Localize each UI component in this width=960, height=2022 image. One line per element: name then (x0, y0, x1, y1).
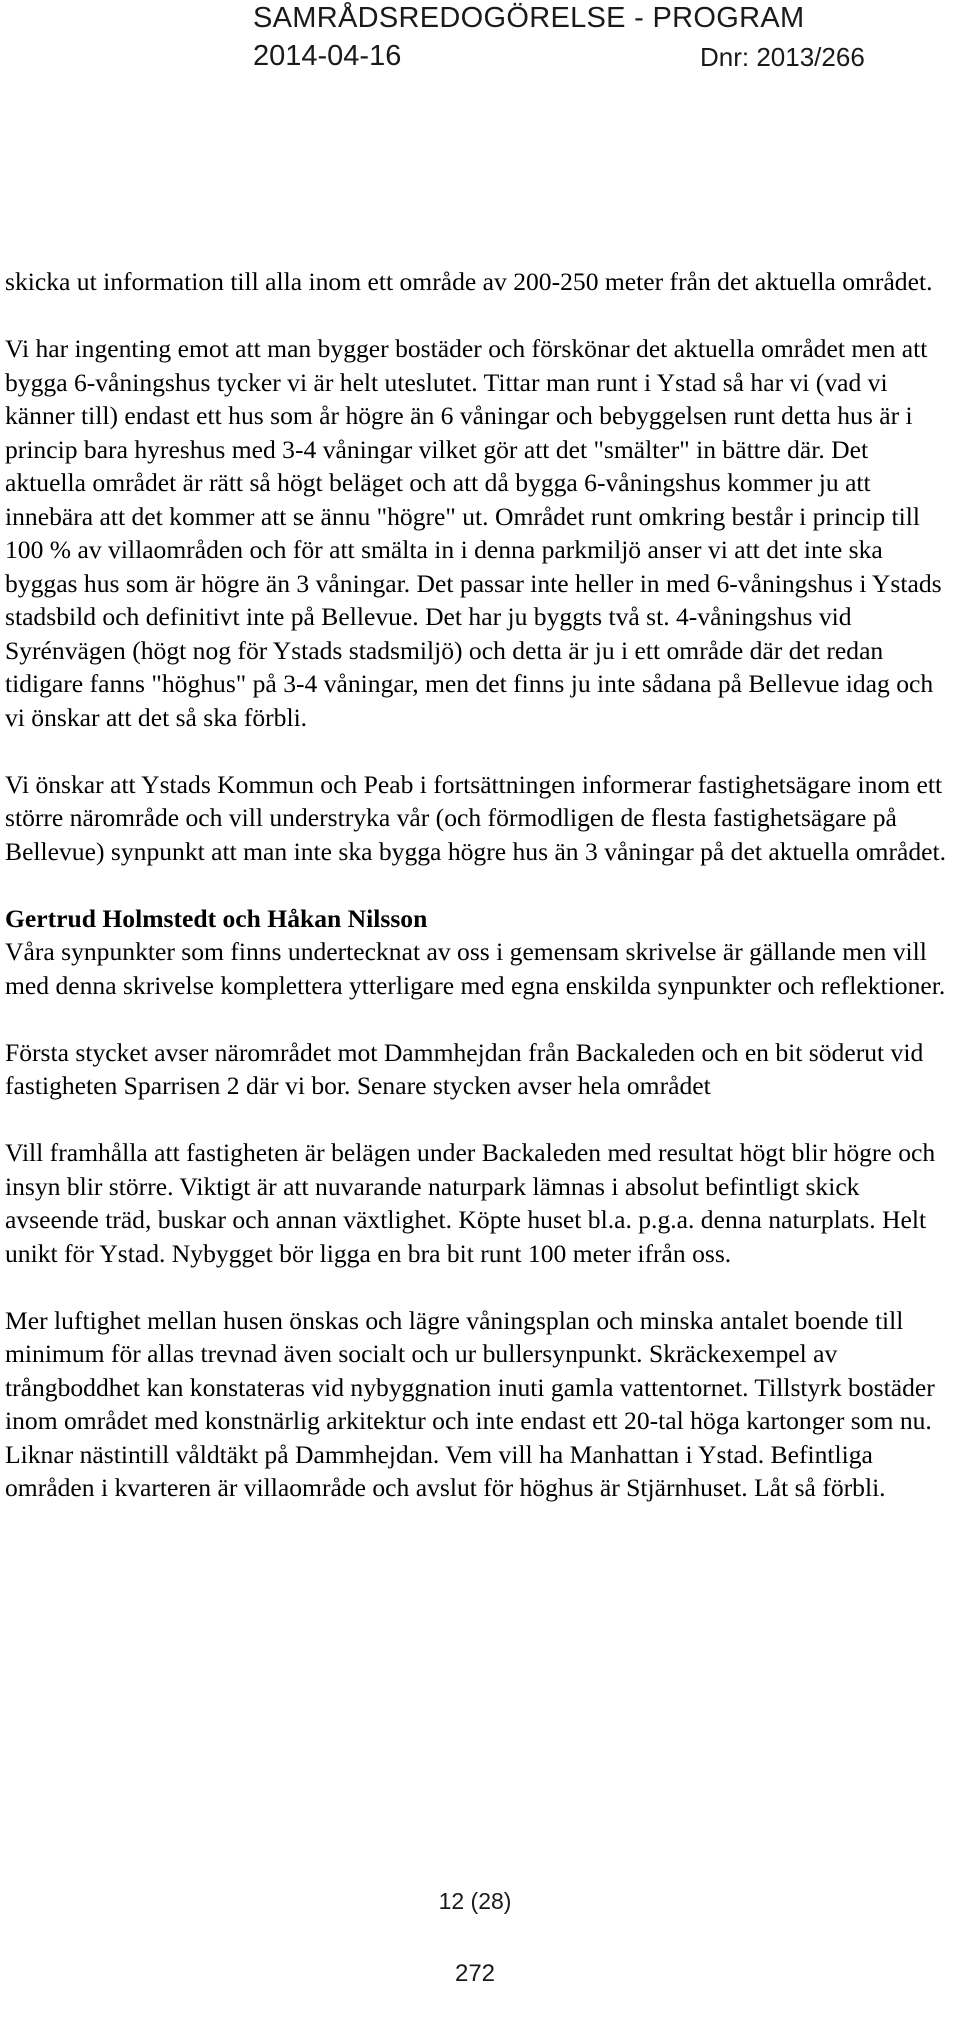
paragraph-5: Första stycket avser närområdet mot Dammhejdan från Backaleden och en bit söderut vid fastigheten Sparrisen 2 där vi bor. Senare stycken avser hela området (5, 1037, 924, 1100)
document-title: SAMRÅDSREDOGÖRELSE - PROGRAM (253, 2, 805, 34)
document-body (5, 265, 955, 1505)
page-number: 12 (28) (438, 1888, 512, 1914)
paragraph-3: Vi önskar att Ystads Kommun och Peab i fortsättningen informerar fastighetsägare inom ett större närområde och vill understryka vår (och förmodligen de flesta fastighetsägare på Bellevue) synpunkt att man inte ska bygga högre hus än 3 våningar på det aktuella området. (5, 769, 947, 866)
document-reference-number: Dnr: 2013/266 (700, 42, 865, 72)
document-date: 2014-04-16 (253, 40, 402, 72)
paragraph-2: Vi har ingenting emot att man bygger bostäder och förskönar det aktuella området men att bygga 6-våningshus tycker vi är helt uteslutet. Tittar man runt i Ystad så har vi (vad vi känner till) endast ett hus som år högre än 6 våningar och bebyggelsen runt detta hus är i princip bara hyreshus med 3-4 våningar vilket gör att det "smälter" in bättre där. Det aktuella området är rätt så högt beläget och att då bygga 6-våningshus kommer ju att innebära att det kommer att se ännu "högre" ut. Området runt omkring består i princip till 100 % av villaområden och för att smälta in i denna parkmiljö anser vi att det inte ska byggas hus som är högre än 3 våningar. Det passar inte heller in med 6-våningshus i Ystads stadsbild och definitivt inte på Bellevue. Det har ju byggts två st. 4-våningshus vid Syrénvägen (högt nog för Ystads stadsmiljö) och detta är ju i ett område där det redan tidigare fanns "höghus" på 3-4 våningar, men det finns ju inte sådana på Bellevue idag och vi önskar att det så ska förbli. (5, 334, 942, 732)
section-gertrud-hakan (5, 902, 955, 1003)
section-heading: Gertrud Holmstedt och Håkan Nilsson (5, 903, 428, 933)
paragraph-7: Mer luftighet mellan husen önskas och lägre våningsplan och minska antalet boende till minimum för allas trevnad även socialt och ur bullersynpunkt. Skräckexempel av trångboddhet kan konstateras vid nybyggnation inuti gamla vattentornet. Tillstyrk bostäder inom området med konstnärlig arkitektur och inte endast ett 20-tal höga kartonger som nu. Liknar nästintill våldtäkt på Dammhejdan. Vem vill ha Manhattan i Ystad. Befintliga områden i kvarteren är villaområde och avslut för höghus är Stjärnhuset. Låt så förbli. (5, 1305, 935, 1502)
document-page-index: 272 (454, 1960, 496, 1987)
paragraph-4: Våra synpunkter som finns undertecknat av oss i gemensam skrivelse är gällande men vill med denna skrivelse komplettera ytterligare med egna enskilda synpunkter och reflektioner. (5, 937, 946, 1000)
paragraph-6: Vill framhålla att fastigheten är belägen under Backaleden med resultat högt blir högre och insyn blir större. Viktigt är att nuvarande naturpark lämnas i absolut befintligt skick avseende träd, buskar och annan växtlighet. Köpte huset bl.a. p.g.a. denna naturplats. Helt unikt för Ystad. Nybygget bör ligga en bra bit runt 100 meter ifrån oss. (5, 1138, 936, 1268)
paragraph-1: skicka ut information till alla inom ett område av 200-250 meter från det aktuella området. (5, 267, 933, 296)
